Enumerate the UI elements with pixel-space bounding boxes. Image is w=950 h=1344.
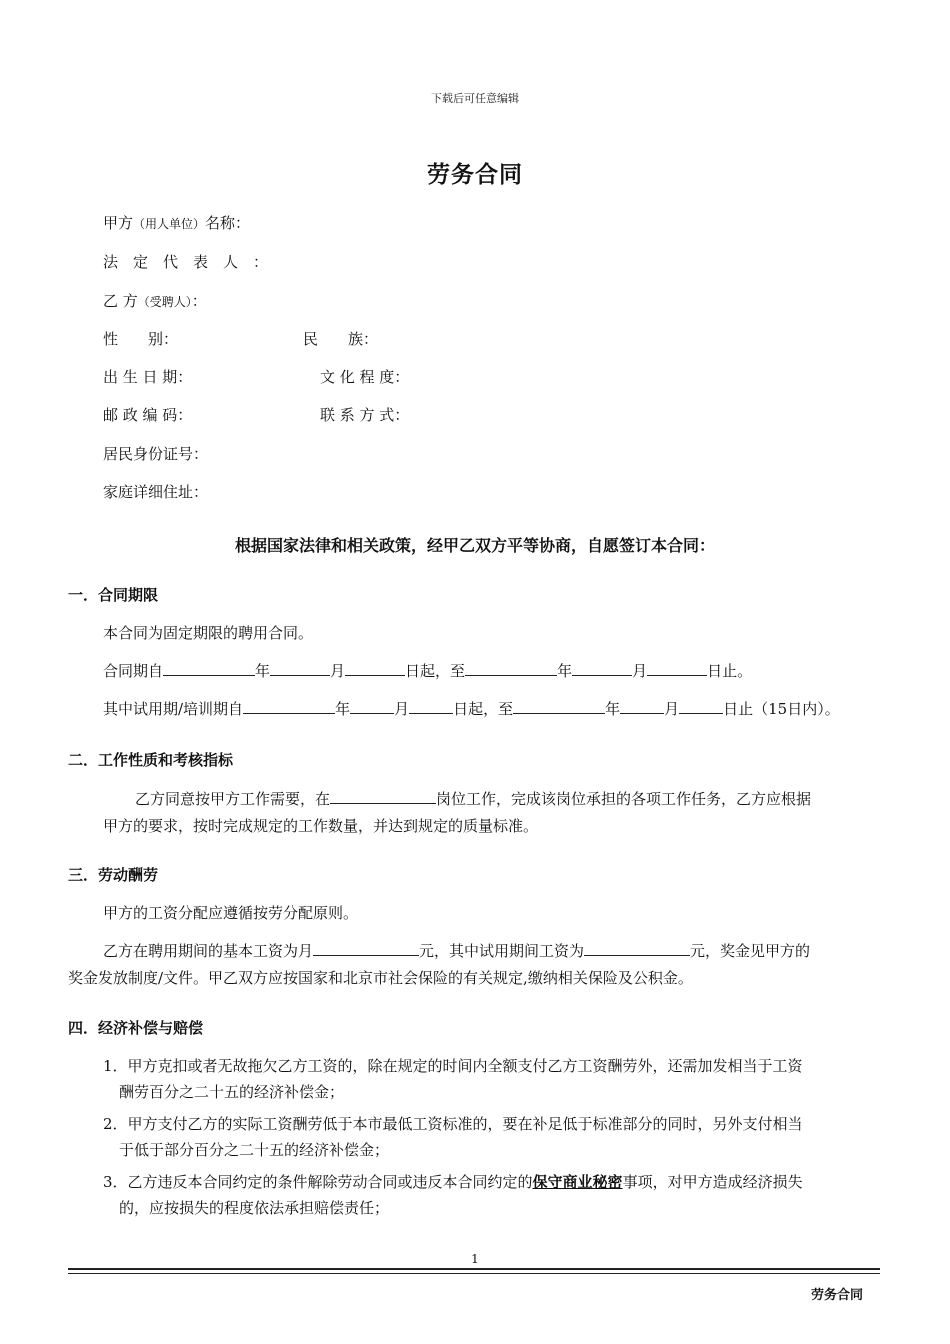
- fill-blank[interactable]: [330, 789, 436, 804]
- section-4-item-2-b: 于低于部分百分之二十五的经济补偿金；: [119, 1141, 390, 1159]
- legal-rep-label: 法 定 代 表 人 ：: [103, 253, 269, 271]
- fill-blank[interactable]: [513, 699, 605, 714]
- fill-blank[interactable]: [409, 699, 453, 714]
- section-4-item-3-a: [103, 1171, 803, 1192]
- section-4-heading: 四．经济补偿与赔偿: [68, 1019, 204, 1037]
- text-span: 日止。: [707, 662, 753, 680]
- contact-label: 联 系 方 式：: [320, 406, 410, 424]
- address-label: 家庭详细住址：: [103, 483, 209, 501]
- section-4-item-1-b: 酬劳百分之二十五的经济补偿金；: [119, 1083, 345, 1101]
- section-2-heading: 二．工作性质和考核指标: [68, 751, 234, 769]
- text-span: 年: [335, 700, 351, 718]
- party-a-suffix: 名称：: [205, 214, 251, 232]
- party-b-line: [103, 290, 207, 311]
- gender-label: 性 别：: [103, 330, 179, 348]
- section-1-line-2: [103, 660, 752, 681]
- fill-blank[interactable]: [584, 941, 690, 956]
- text-span: 日起，至: [453, 700, 514, 718]
- fill-blank[interactable]: [679, 699, 723, 714]
- birth-label: 出 生 日 期：: [103, 368, 193, 386]
- fill-blank[interactable]: [572, 661, 632, 676]
- fill-blank[interactable]: [270, 661, 330, 676]
- text-span: 合同期自: [103, 662, 164, 680]
- text-span: 年: [605, 700, 621, 718]
- section-3-line-1: 甲方的工资分配应遵循按劳分配原则。: [103, 904, 359, 922]
- section-1-line-3: [103, 698, 840, 719]
- document-title: 劳务合同: [427, 162, 523, 188]
- section-3-heading: 三．劳动酬劳: [68, 866, 159, 884]
- text-span: 岗位工作，完成该岗位承担的各项工作任务，乙方应根据: [436, 790, 812, 808]
- text-span: 日起，至: [405, 662, 466, 680]
- party-a-line: [103, 212, 250, 233]
- section-4-item-1-a: 1．甲方克扣或者无故拖欠乙方工资的，除在规定的时间内全额支付乙方工资酬劳外，还需加发相当于工资: [103, 1057, 803, 1075]
- section-3-line-2: [103, 940, 810, 961]
- fill-blank[interactable]: [620, 699, 664, 714]
- section-1-heading: 一．合同期限: [68, 586, 159, 604]
- fill-blank[interactable]: [345, 661, 405, 676]
- text-span: 事项，对甲方造成经济损失: [622, 1173, 803, 1191]
- text-span: 月: [632, 662, 648, 680]
- party-b-suffix: ：: [191, 292, 207, 310]
- header-note: 下载后可任意编辑: [431, 92, 519, 105]
- section-3-line-3: 奖金发放制度/文件。甲乙双方应按国家和北京市社会保险的有关规定,缴纳相关保险及公积金。: [68, 969, 693, 987]
- party-a-label: 甲方: [103, 214, 134, 232]
- education-label: 文 化 程 度：: [320, 368, 410, 386]
- fill-blank[interactable]: [465, 661, 557, 676]
- text-span: 年: [557, 662, 573, 680]
- text-span: 元，奖金见甲方的: [690, 942, 811, 960]
- section-4-item-3-b: 的，应按损失的程度依法承担赔偿责任；: [119, 1199, 390, 1217]
- party-a-note: （用人单位）: [133, 217, 206, 231]
- text-span: 月: [394, 700, 410, 718]
- text-span: 乙方同意按甲方工作需要，在: [135, 790, 331, 808]
- text-span: 日止（15日内）。: [723, 700, 840, 718]
- page-number: 1: [471, 1252, 479, 1266]
- section-4-item-2-a: 2．甲方支付乙方的实际工资酬劳低于本市最低工资标准的，要在补足低于标准部分的同时，另外支付相当: [103, 1115, 803, 1133]
- text-span: 乙方在聘用期间的基本工资为月: [103, 942, 314, 960]
- footer-rule-thick: [68, 1268, 880, 1270]
- text-span: 月: [330, 662, 346, 680]
- fill-blank[interactable]: [163, 661, 255, 676]
- fill-blank[interactable]: [647, 661, 707, 676]
- text-span: 年: [255, 662, 271, 680]
- lead-statement: 根据国家法律和相关政策，经甲乙双方平等协商，自愿签订本合同：: [234, 536, 715, 555]
- footer-rule-thin: [68, 1273, 880, 1274]
- section-2-line-1: [135, 788, 811, 809]
- postcode-label: 邮 政 编 码：: [103, 406, 193, 424]
- section-1-line-1: 本合同为固定期限的聘用合同。: [103, 624, 314, 642]
- fill-blank[interactable]: [313, 941, 419, 956]
- text-span: 其中试用期/培训期自: [103, 700, 244, 718]
- fill-blank[interactable]: [243, 699, 335, 714]
- section-2-line-2: 甲方的要求，按时完成规定的工作数量，并达到规定的质量标准。: [103, 817, 539, 835]
- party-b-label: 乙 方: [103, 292, 138, 310]
- id-number-label: 居民身份证号：: [103, 445, 209, 463]
- text-span: 3．乙方违反本合同约定的条件解除劳动合同或违反本合同约定的: [103, 1173, 533, 1191]
- text-span: 月: [664, 700, 680, 718]
- trade-secret-term: 保守商业秘密: [532, 1173, 623, 1191]
- ethnicity-label: 民 族：: [303, 330, 379, 348]
- party-b-note: （受聘人）: [137, 295, 192, 309]
- footer-label: 劳务合同: [811, 1288, 864, 1303]
- text-span: 元，其中试用期间工资为: [419, 942, 585, 960]
- fill-blank[interactable]: [350, 699, 394, 714]
